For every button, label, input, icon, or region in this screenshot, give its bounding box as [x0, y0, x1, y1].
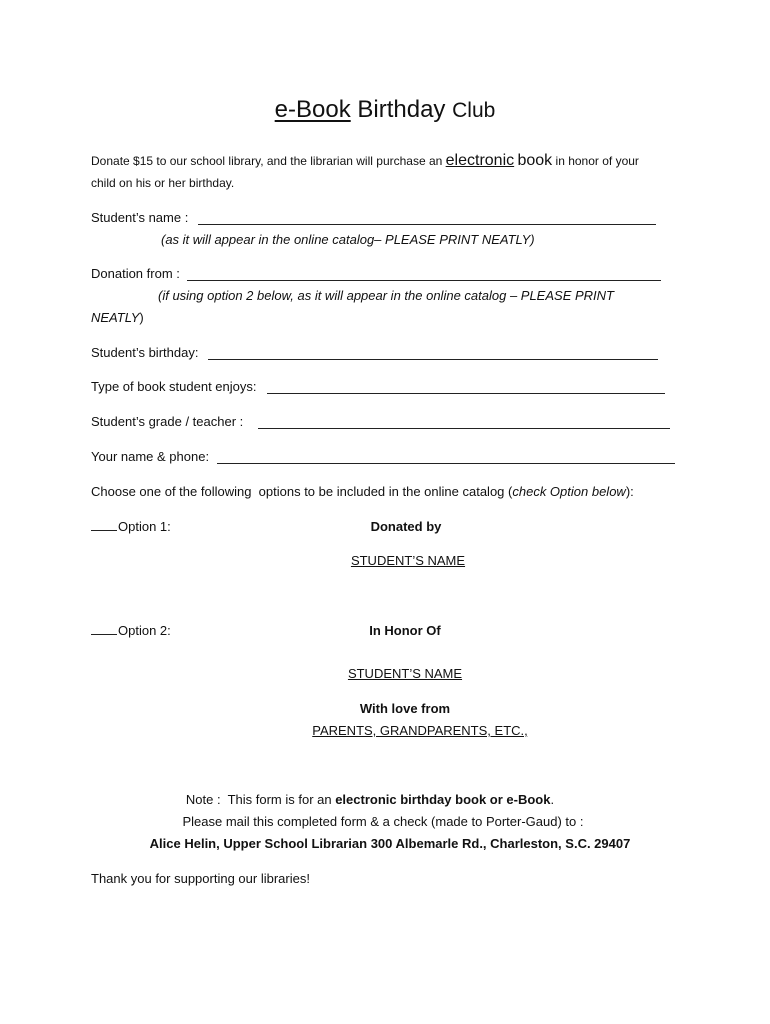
option-1-checkbox[interactable]	[91, 520, 117, 531]
footer-thanks: Thank you for supporting our libraries!	[91, 871, 310, 886]
note-paren: )	[139, 310, 144, 325]
grade-teacher-label: Student’s grade / teacher :	[91, 414, 244, 429]
option-2-student-name: STUDENT’S NAME	[347, 666, 463, 681]
title-club: Club	[452, 99, 496, 122]
intro-text-a: Donate $15 to our school library, and the librarian will purchase an	[91, 154, 446, 168]
footer-note: Note : This form is for an electronic birthday book or e-Book.	[185, 792, 555, 807]
check-option-below: check Option below	[512, 484, 626, 499]
option-1-row	[91, 519, 171, 534]
donation-from-field[interactable]	[187, 280, 661, 281]
option-2-heading: In Honor Of	[369, 623, 441, 638]
your-name-label: Your name & phone:	[91, 449, 210, 464]
donation-from-note-2	[91, 310, 144, 325]
footer-note-bold: electronic birthday book or e-Book	[335, 792, 551, 807]
option-1-heading: Donated by	[370, 519, 442, 534]
intro-book: book	[517, 152, 553, 169]
title-ebook: e-Book	[274, 96, 351, 123]
option-2-from-names: PARENTS, GRANDPARENTS, ETC.,	[312, 723, 528, 738]
choose-option-text: Choose one of the following options to be included in the online catalog (check Option below):	[91, 484, 634, 499]
note-neatly: NEATLY	[91, 310, 140, 325]
footer-mail: Please mail this completed form & a check (made to Porter-Gaud) to :	[182, 814, 584, 829]
student-name-note: (as it will appear in the online catalog– PLEASE PRINT NEATLY)	[161, 232, 535, 247]
option-1-student-name: STUDENT’S NAME	[350, 553, 466, 568]
donation-from-label: Donation from :	[91, 266, 180, 281]
birthday-field[interactable]	[208, 359, 658, 360]
student-name-label: Student’s name :	[91, 210, 189, 225]
grade-teacher-field[interactable]	[258, 428, 670, 429]
title-birthday: Birthday	[350, 96, 453, 123]
intro-line-1	[91, 152, 639, 170]
student-name-field[interactable]	[198, 224, 656, 225]
option-2-label: Option 2:	[118, 623, 171, 638]
intro-electronic: electronic	[445, 152, 515, 169]
option-2-love-from: With love from	[359, 701, 451, 716]
option-1-label: Option 1:	[118, 519, 171, 534]
intro-line-2: child on his or her birthday.	[91, 176, 235, 190]
your-name-field[interactable]	[217, 463, 675, 464]
option-2-row	[91, 623, 171, 638]
book-type-field[interactable]	[267, 393, 665, 394]
option-2-checkbox[interactable]	[91, 624, 117, 635]
birthday-label: Student’s birthday:	[91, 345, 199, 360]
book-type-label: Type of book student enjoys:	[91, 379, 257, 394]
intro-text-e: in honor of your	[552, 154, 639, 168]
footer-address: Alice Helin, Upper School Librarian 300 Albemarle Rd., Charleston, S.C. 29407	[149, 836, 631, 851]
page-title	[0, 96, 770, 124]
donation-from-note-1: (if using option 2 below, as it will appear in the online catalog – PLEASE PRINT	[158, 288, 614, 303]
